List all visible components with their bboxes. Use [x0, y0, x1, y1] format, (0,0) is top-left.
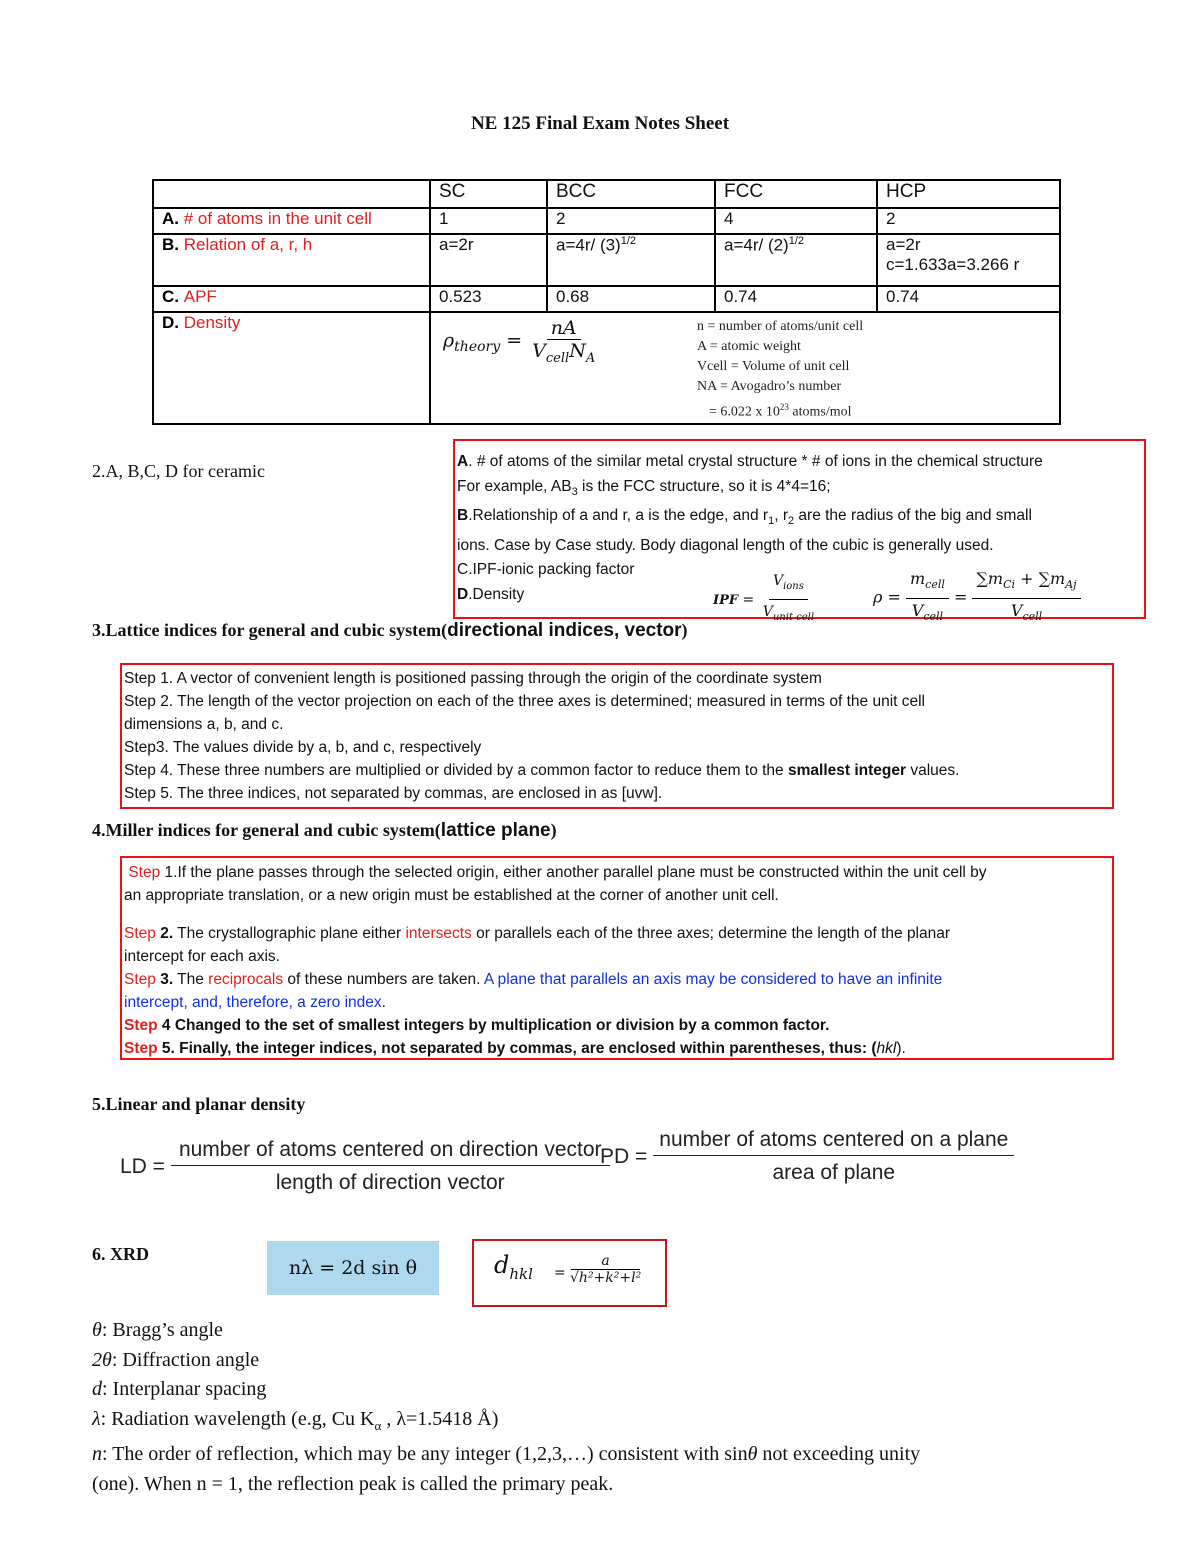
planar-density-formula: PD = $\frac{\text{number of atoms centered on a plane}}{\text{area of plane}}$ — [600, 1128, 1014, 1185]
section-3-heading: 3.Lattice indices for general and cubic system(directional indices, vector) — [92, 620, 688, 641]
page-title: NE 125 Final Exam Notes Sheet — [470, 113, 730, 134]
cell-fcc-relation: a=4r/ $(2)^{1/2}$ — [715, 234, 877, 286]
ceramic-d: D.Density — [457, 585, 525, 603]
def-order-cont: (one). When n = 1, the reflection peak is called the primary peak. — [92, 1472, 614, 1495]
d-spacing-formula: $d_{hkl}$ = $\frac{a}{\text{√h²+k²+l²}}$ — [472, 1239, 667, 1307]
ceramic-c: C.IPF-ionic packing factor — [457, 561, 635, 579]
ceramic-a: A. # of atoms of the similar metal crystal structure * # of ions in the chemical structure — [457, 453, 1043, 470]
section-4-heading: 4.Miller indices for general and cubic system(lattice plane) — [92, 820, 557, 841]
cell-bcc-apf: 0.68 — [547, 286, 715, 312]
miller-step-1-cont: an appropriate translation, or a new origin must be established at the corner of another unit cell. — [124, 887, 779, 904]
miller-step-1: Step 1.If the plane passes through the selected origin, either another parallel plane must be constructed within the unit cell by — [128, 864, 987, 881]
density-legend: n = number of atoms/unit cell A = atomic weight Vcell = Volume of unit cell NA = Avogadro’s number = 6.022 x $10^{23}$ atoms/mol — [697, 319, 864, 420]
cell-sc-atoms: 1 — [430, 208, 547, 234]
row-label-apf: C. APF — [153, 286, 430, 312]
density-formula-cell — [430, 312, 1060, 424]
def-interplanar-spacing: d: Interplanar spacing — [92, 1378, 267, 1400]
row-label-relation: B. Relation of a, r, h — [153, 234, 430, 286]
cell-sc-apf: 0.523 — [430, 286, 547, 312]
dir-step-2-cont: dimensions a, b, and c. — [124, 716, 284, 733]
ceramic-b: B.Relationship of a and r, a is the edge, and $r_1$, $r_2$ are the radius of the big and small — [457, 507, 1032, 528]
section-6-heading: 6. XRD — [92, 1244, 149, 1264]
directional-steps-box — [120, 663, 1114, 809]
ipf-formula: IPF = $\frac{V_{ions}}{V_{unit cell}}$ — [713, 569, 818, 631]
cell-hcp-apf: 0.74 — [877, 286, 1060, 312]
table-row-apf — [153, 286, 1060, 312]
row-label-atoms: A. # of atoms in the unit cell — [153, 208, 430, 234]
cell-bcc-atoms: 2 — [547, 208, 715, 234]
section-5-heading: 5.Linear and planar density — [92, 1094, 306, 1114]
def-diffraction-angle: 2θ: Diffraction angle — [92, 1348, 260, 1371]
table-row-density — [153, 312, 1060, 424]
def-bragg-angle: θ: Bragg’s angle — [92, 1319, 223, 1341]
ceramic-box — [453, 439, 1146, 624]
cell-hcp-atoms: 2 — [877, 208, 1060, 234]
section-2-heading: 2.A, B,C, D for ceramic — [92, 461, 265, 481]
miller-step-5: Step 5. Finally, the integer indices, not separated by commas, are enclosed within parentheses, thus: (hkl). — [124, 1040, 906, 1057]
table-header-row — [153, 180, 1060, 208]
cell-fcc-apf: 0.74 — [715, 286, 877, 312]
table-header-empty — [153, 180, 430, 208]
xrd-definitions — [92, 1316, 920, 1499]
dir-step-5: Step 5. The three indices, not separated by commas, are enclosed in as [uvw]. — [124, 785, 663, 802]
cell-sc-relation: a=2r — [430, 234, 547, 286]
table-row-atoms — [153, 208, 1060, 234]
dir-step-1: Step 1. A vector of convenient length is positioned passing through the origin of the coordinate system — [124, 670, 822, 687]
density-formula: $\rho_{theory}$ = $\frac{nA}{V_{cell}N_A}$ — [443, 317, 596, 366]
miller-step-2-cont: intercept for each axis. — [124, 948, 280, 965]
row-label-density: D. Density — [153, 312, 430, 424]
dir-step-2: Step 2. The length of the vector projection on each of the three axes is determined; measured in terms of the unit cell — [124, 693, 926, 710]
dir-step-3: Step3. The values divide by a, b, and c, respectively — [124, 739, 482, 756]
miller-step-2: Step 2. The crystallographic plane either intersects or parallels each of the three axes; determine the length of the planar — [124, 925, 951, 942]
cell-hcp-relation: a=2r c=1.633a=3.266 r — [877, 234, 1060, 286]
def-wavelength: λ: Radiation wavelength (e.g, Cu $K_\alpha$ , λ=1.5418 Å) — [92, 1407, 499, 1433]
table-header-hcp: HCP — [877, 180, 1060, 208]
table-header-sc: SC — [430, 180, 547, 208]
table-header-bcc: BCC — [547, 180, 715, 208]
miller-steps-box — [120, 856, 1114, 1060]
ceramic-density-formula: ρ = $\frac{m_{cell}}{V_{cell}}$ = $\frac{\sum m_{Ci} + \sum m_{Aj}}{V_{cell}}$ — [873, 567, 1081, 629]
ceramic-b-cont: ions. Case by Case study. Body diagonal length of the cubic is generally used. — [457, 536, 994, 554]
miller-step-3: Step 3. The reciprocals of these numbers are taken. A plane that parallels an axis may be considered to have an infinite — [124, 971, 943, 988]
table-row-relation — [153, 234, 1060, 286]
ceramic-example: For example, $AB_3$ is the FCC structure, so it is 4*4=16; — [457, 477, 831, 498]
miller-step-4: Step 4 Changed to the set of smallest integers by multiplication or division by a common factor. — [124, 1017, 830, 1034]
miller-step-3-cont: intercept, and, therefore, a zero index. — [124, 994, 386, 1011]
def-order: n: The order of reflection, which may be any integer (1,2,3,…) consistent with sinθ not exceeding unity — [92, 1443, 921, 1465]
table-header-fcc: FCC — [715, 180, 877, 208]
dir-step-4: Step 4. These three numbers are multiplied or divided by a common factor to reduce them to the smallest integer values. — [124, 762, 960, 779]
crystal-structure-table — [152, 179, 1061, 425]
cell-bcc-relation: a=4r/ $(3)^{1/2}$ — [547, 234, 715, 286]
cell-fcc-atoms: 4 — [715, 208, 877, 234]
linear-density-formula: LD = $\frac{\text{number of atoms centered on direction vector}}{\text{length of direction vector}}$ — [120, 1138, 610, 1195]
bragg-law: nλ = 2d sin θ — [267, 1241, 439, 1295]
